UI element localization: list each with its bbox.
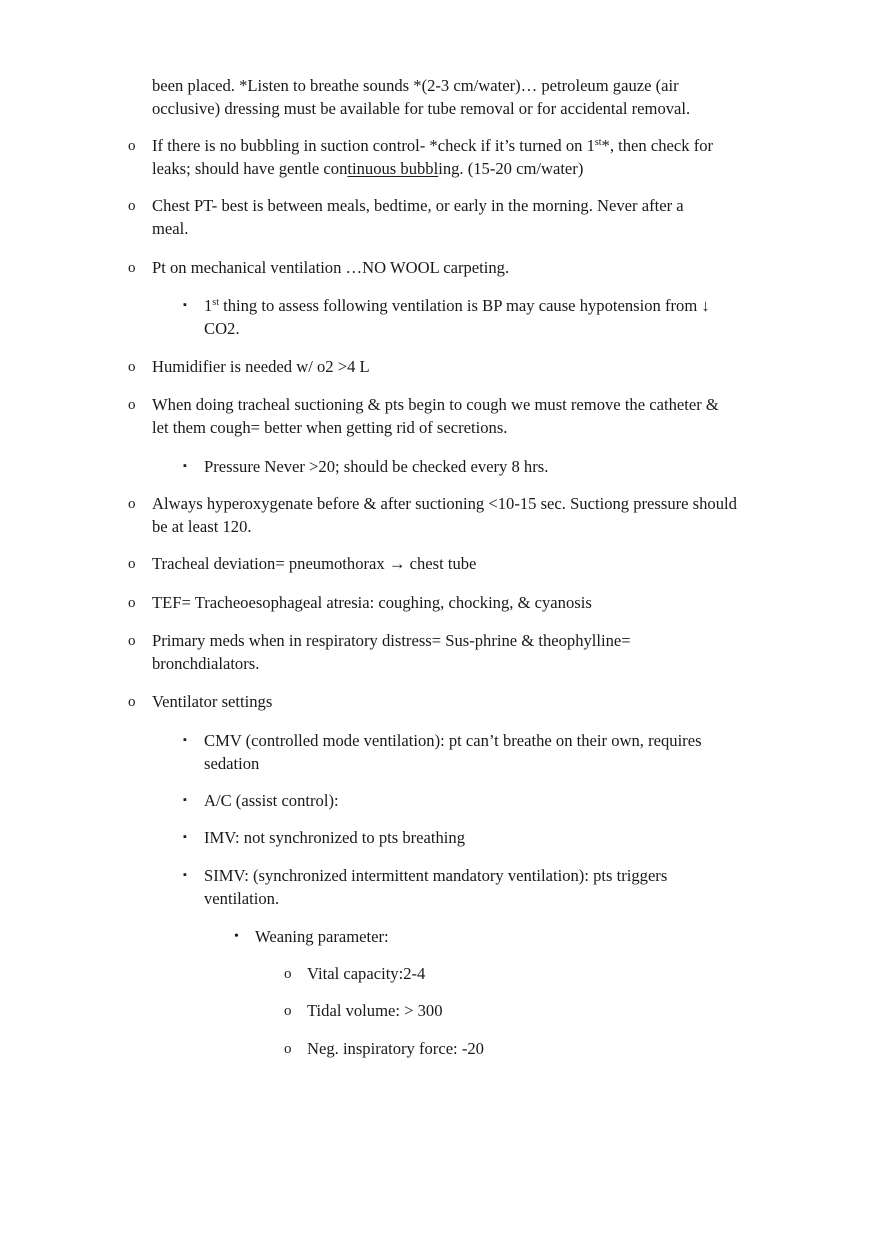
list-item-line: Tracheal deviation= pneumothorax → chest tube	[152, 554, 477, 573]
list-item-line: Tidal volume: > 300	[307, 1001, 443, 1020]
bullet-o-marker: o	[128, 198, 136, 214]
bullet-square-marker: ▪	[183, 794, 187, 806]
bullet-o-marker: o	[284, 1003, 292, 1019]
bullet-o-marker: o	[128, 694, 136, 710]
list-item-line: Ventilator settings	[152, 692, 273, 711]
list-item-line: be at least 120.	[152, 517, 252, 536]
bullet-o-marker: o	[284, 966, 292, 982]
list-item-line: sedation	[204, 754, 260, 773]
bullet-o-marker: o	[128, 633, 136, 649]
bullet-o-marker: o	[128, 138, 136, 154]
list-item-line: Always hyperoxygenate before & after suctioning <10-15 sec. Suctiong pressure should	[152, 494, 737, 513]
bullet-square-marker: ▪	[183, 299, 187, 311]
bullet-o-marker: o	[128, 556, 136, 572]
list-item-line: IMV: not synchronized to pts breathing	[204, 828, 465, 847]
bullet-square-marker: ▪	[183, 460, 187, 472]
list-item-line: meal.	[152, 219, 189, 238]
bullet-square-marker: ▪	[183, 869, 187, 881]
list-item-line: Pressure Never >20; should be checked every 8 hrs.	[204, 457, 549, 476]
list-item-line: When doing tracheal suctioning & pts begin to cough we must remove the catheter &	[152, 395, 719, 414]
list-item-line: TEF= Tracheoesophageal atresia: coughing, chocking, & cyanosis	[152, 593, 592, 612]
list-item-line: ventilation.	[204, 889, 280, 908]
continuation-line-1: been placed. *Listen to breathe sounds *(2-3 cm/water)… petroleum gauze (air	[152, 76, 679, 95]
list-item-line: Vital capacity:2-4	[307, 964, 426, 983]
bullet-dot-marker: •	[234, 929, 239, 944]
list-item-line: Pt on mechanical ventilation …NO WOOL carpeting.	[152, 258, 510, 277]
list-item-line: Weaning parameter:	[255, 927, 389, 946]
list-item-line: SIMV: (synchronized intermittent mandatory ventilation): pts triggers	[204, 866, 668, 885]
list-item-line: If there is no bubbling in suction control- *check if it’s turned on 1st*, then check for	[152, 136, 714, 155]
list-item-line: Humidifier is needed w/ o2 >4 L	[152, 357, 370, 376]
list-item-line: bronchdialators.	[152, 654, 260, 673]
bullet-o-marker: o	[128, 260, 136, 276]
bullet-o-marker: o	[284, 1041, 292, 1057]
bullet-o-marker: o	[128, 496, 136, 512]
list-item-line: CO2.	[204, 319, 240, 338]
bullet-square-marker: ▪	[183, 831, 187, 843]
bullet-o-marker: o	[128, 397, 136, 413]
bullet-o-marker: o	[128, 595, 136, 611]
list-item-line: let them cough= better when getting rid of secretions.	[152, 418, 508, 437]
list-item-line: leaks; should have gentle continuous bubbling. (15-20 cm/water)	[152, 159, 584, 178]
bullet-o-marker: o	[128, 359, 136, 375]
bullet-square-marker: ▪	[183, 734, 187, 746]
continuation-line-2: occlusive) dressing must be available for tube removal or for accidental removal.	[152, 99, 691, 118]
list-item-line: A/C (assist control):	[204, 791, 339, 810]
list-item-line: 1st thing to assess following ventilation is BP may cause hypotension from ↓	[204, 296, 710, 315]
list-item-line: CMV (controlled mode ventilation): pt can’t breathe on their own, requires	[204, 731, 702, 750]
list-item-line: Primary meds when in respiratory distress= Sus-phrine & theophylline=	[152, 631, 631, 650]
list-item-line: Neg. inspiratory force: -20	[307, 1039, 484, 1058]
list-item-line: Chest PT- best is between meals, bedtime, or early in the morning. Never after a	[152, 196, 684, 215]
